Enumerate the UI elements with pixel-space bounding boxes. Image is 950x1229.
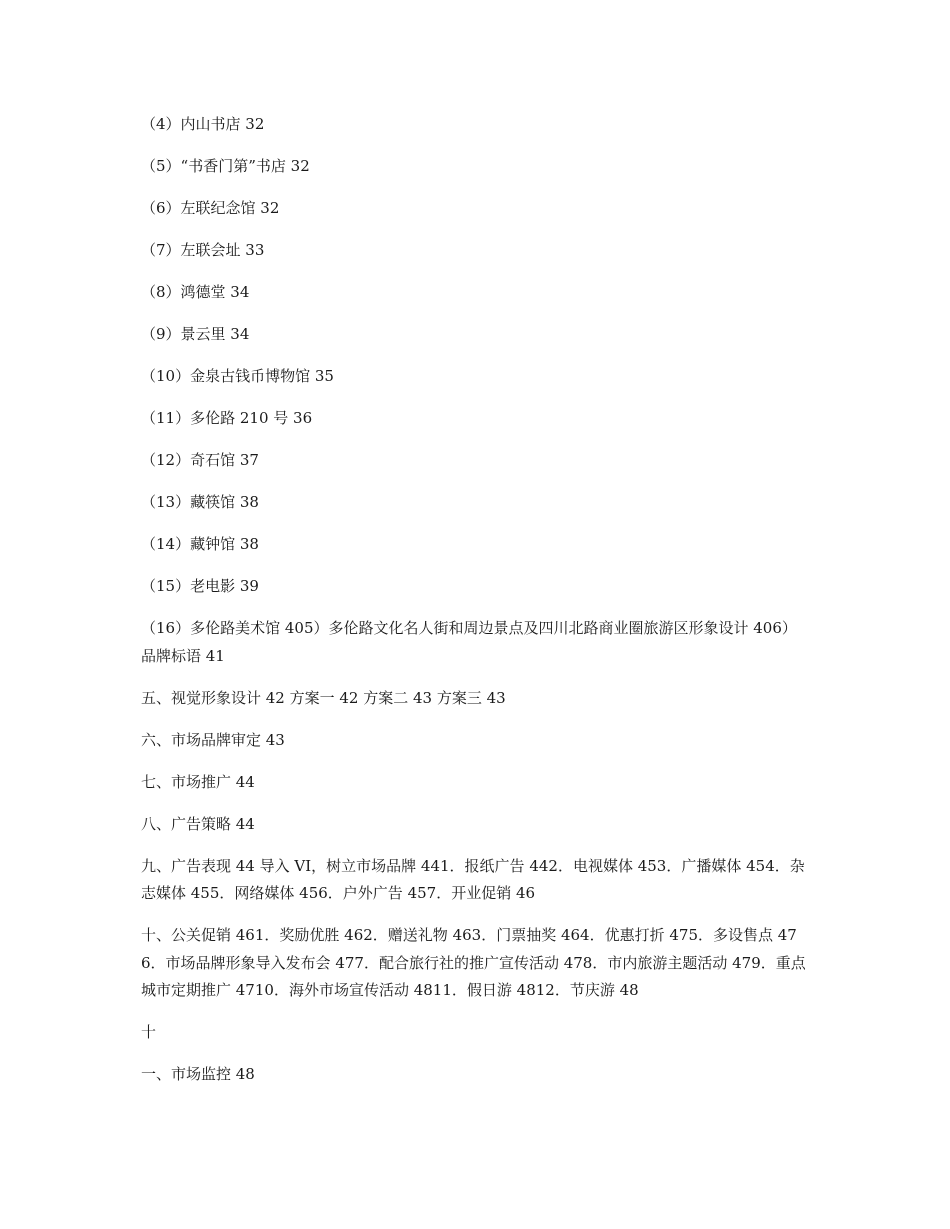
toc-entry-zuolian-site: （7）左联会址 33 xyxy=(141,241,265,259)
toc-entry-coin-museum: （10）金泉古钱币博物馆 35 xyxy=(141,367,334,385)
toc-section-pr-promotion: 十、公关促销 461．奖励优胜 462．赠送礼物 463．门票抽奖 464．优惠打折 475．多设售点 476．市场品牌形象导入发布会 477．配合旅行社的推广宣传活动 478．市内旅游主题活动 479．重点城市定期推广 4710．海外市场宣传活动 4811．假日游 4812．节庆游 48 xyxy=(141,926,806,999)
toc-entry-hongde-church: （8）鸿德堂 34 xyxy=(141,283,250,301)
toc-section-promotion: 七、市场推广 44 xyxy=(141,772,255,791)
toc-section-market-monitoring: 一、市场监控 48 xyxy=(141,1065,255,1083)
toc-entry-clock-museum: （14）藏钟馆 38 xyxy=(141,535,259,553)
toc-section-ad-expression: 九、广告表现 44 导入 VI，树立市场品牌 441．报纸广告 442．电视媒体 453．广播媒体 454．杂志媒体 455．网络媒体 456．户外广告 457．开业促销 46 xyxy=(141,856,805,902)
toc-section-ten: 十 xyxy=(141,1023,157,1041)
toc-section-brand-review: 六、市场品牌审定 43 xyxy=(141,730,285,749)
toc-list xyxy=(141,111,811,1089)
toc-section-visual-design: 五、视觉形象设计 42 方案一 42 方案二 43 方案三 43 xyxy=(141,688,506,707)
toc-entry-chopsticks-museum: （13）藏筷馆 38 xyxy=(141,493,259,511)
toc-entry-art-museum: （16）多伦路美术馆 405）多伦路文化名人街和周边景点及四川北路商业圈旅游区形象设计 406）品牌标语 41 xyxy=(141,619,797,665)
toc-entry-stone-museum: （12）奇石馆 37 xyxy=(141,451,259,469)
toc-entry-jingyunli: （9）景云里 34 xyxy=(141,325,250,343)
toc-entry-zuolian-memorial: （6）左联纪念馆 32 xyxy=(141,199,280,217)
toc-entry-duolun-210: （11）多伦路 210 号 36 xyxy=(141,409,313,427)
toc-entry-neishan-bookstore: （4）内山书店 32 xyxy=(141,115,265,133)
toc-entry-shuxiang-bookstore: （5）“书香门第”书店 32 xyxy=(141,157,310,175)
toc-entry-old-movie: （15）老电影 39 xyxy=(141,577,259,595)
toc-section-ad-strategy: 八、广告策略 44 xyxy=(141,814,255,833)
